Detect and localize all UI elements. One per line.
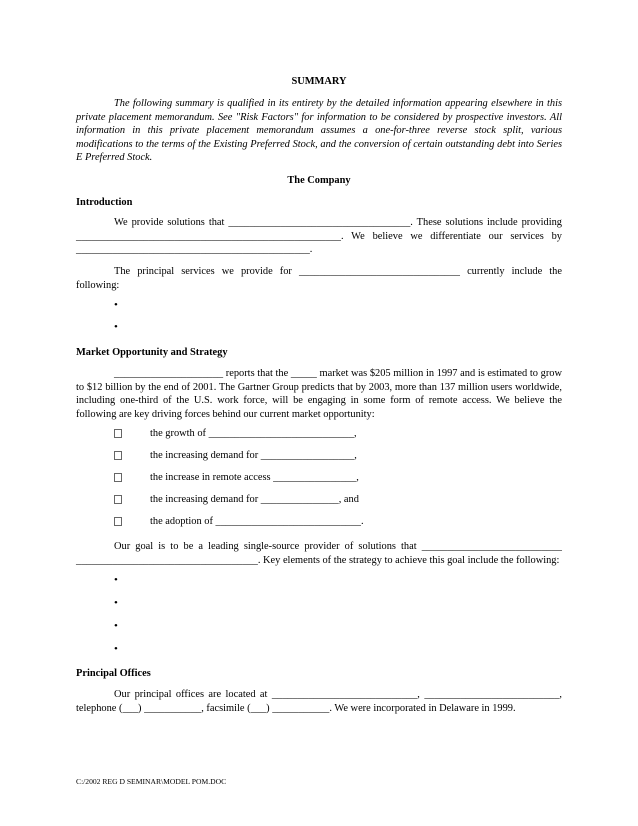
- driver-item-3: [114, 472, 562, 483]
- checkbox-square-icon: [114, 495, 122, 504]
- driver-text: the growth of ____________________________,: [150, 428, 357, 439]
- checkbox-square-icon: [114, 517, 122, 526]
- offices-heading: Principal Offices: [76, 668, 151, 679]
- company-heading: The Company: [287, 175, 351, 186]
- service-bullet-1: •: [114, 299, 118, 311]
- driver-item-1: [114, 428, 562, 439]
- driver-item-2: [114, 450, 562, 461]
- strategy-bullet-2: •: [114, 597, 118, 609]
- service-bullet-2: •: [114, 321, 118, 333]
- document-footer: C:/2002 REG D SEMINAR\MODEL POM.DOC: [76, 777, 227, 786]
- strategy-bullet-4: •: [114, 643, 118, 655]
- introduction-paragraph-2: The principal services we provide for _______________________________ currently include the following:: [76, 266, 562, 291]
- strategy-bullet-3: •: [114, 620, 118, 632]
- driver-text: the increase in remote access ________________,: [150, 472, 359, 483]
- summary-title: SUMMARY: [291, 76, 347, 87]
- driver-item-4: [114, 494, 562, 505]
- offices-paragraph: Our principal offices are located at ____________________________, __________________________, telephone (___) ___________, facsimile (___) ___________. We were incorporated in Delaware in 1999.: [76, 689, 562, 714]
- market-paragraph-1: _____________________ reports that the _____ market was $205 million in 1997 and is estimated to grow to $12 billion by the end of 2001. The Gartner Group predicts that by 2003, more than 137 million users worldwide, including one-third of the U.S. work force, will be engaging in some form of remote access. We believe the following are key driving forces behind our current market opportunity:: [76, 368, 562, 420]
- driver-text: the increasing demand for __________________,: [150, 450, 357, 461]
- checkbox-square-icon: [114, 451, 122, 460]
- strategy-bullet-1: •: [114, 574, 118, 586]
- driver-item-5: [114, 516, 562, 527]
- introduction-paragraph-1: We provide solutions that ___________________________________. These solutions include providing ___________________________________________________. We believe we differentiate our services by _____________________________________________.: [76, 217, 562, 256]
- introduction-heading: Introduction: [76, 197, 133, 208]
- market-heading: Market Opportunity and Strategy: [76, 347, 228, 358]
- checkbox-square-icon: [114, 473, 122, 482]
- intro-paragraph: The following summary is qualified in its entirety by the detailed information appearing elsewhere in this private placement memorandum. See "Risk Factors" for information to be considered by prospective investors. All information in this private placement memorandum assumes a one-for-three reverse stock split, various modifications to the terms of the Existing Preferred Stock, and the conversion of certain outstanding debt into Series E Preferred Stock.: [76, 98, 562, 164]
- driver-text: the adoption of ____________________________.: [150, 516, 364, 527]
- market-paragraph-2: Our goal is to be a leading single-source provider of solutions that ___________________________ ___________________________________. Key elements of the strategy to achieve this goal include the following:: [76, 541, 562, 566]
- checkbox-square-icon: [114, 429, 122, 438]
- driver-text: the increasing demand for _______________, and: [150, 494, 359, 505]
